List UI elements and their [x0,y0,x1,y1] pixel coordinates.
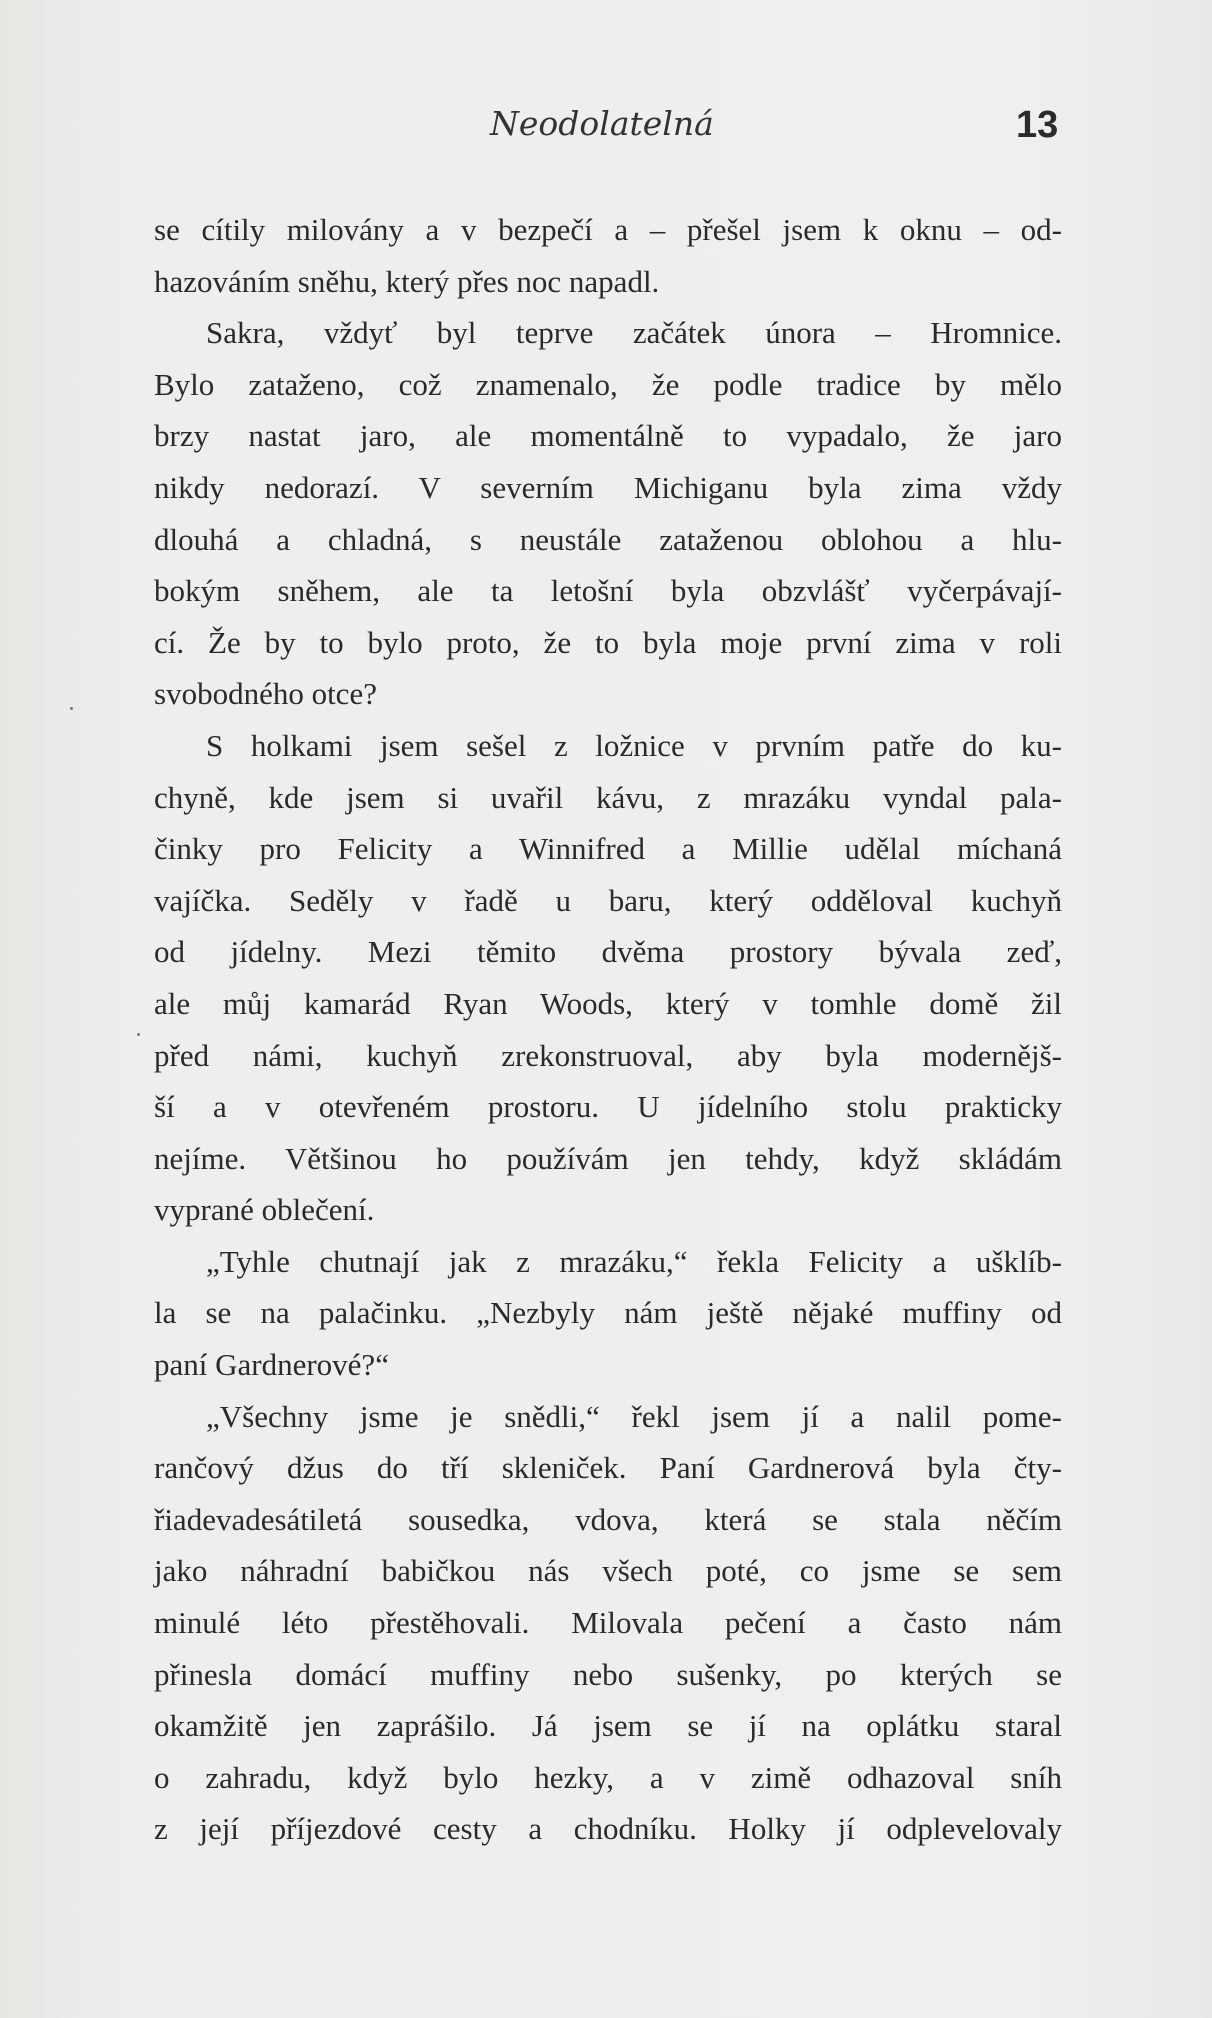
body-text [154,204,1062,1855]
text-line: chyně, kde jsem si uvařil kávu, z mrazáku vyndal pala- [154,779,1062,815]
text-line: Sakra, vždyť byl teprve začátek února – Hromnice. [206,315,1062,351]
text-line: okamžitě jen zaprášilo. Já jsem se jí na oplátku staral [154,1708,1062,1744]
text-line: ale můj kamarád Ryan Woods, který v tomhle domě žil [154,985,1062,1021]
text-line: dlouhá a chladná, s neustále zataženou oblohou a hlu- [154,521,1062,557]
text-line: činky pro Felicity a Winnifred a Millie udělal míchaná [154,831,1062,867]
text-line: před námi, kuchyň zrekonstruoval, aby byla modernějš- [154,1037,1062,1073]
text-line: la se na palačinku. „Nezbyly nám ještě nějaké muffiny od [154,1295,1062,1331]
text-line: vyprané oblečení. [154,1192,375,1228]
text-line: od jídelny. Mezi těmito dvěma prostory bývala zeď, [154,934,1062,970]
text-line: z její příjezdové cesty a chodníku. Holky jí odplevelovaly [154,1811,1062,1847]
text-line: svobodného otce? [154,676,377,712]
text-line: minulé léto přestěhovali. Milovala pečení a často nám [154,1605,1062,1641]
text-line: rančový džus do tří skleniček. Paní Gardnerová byla čty- [154,1450,1062,1486]
text-line: o zahradu, když bylo hezky, a v zimě odhazoval sníh [154,1759,1062,1795]
paper-speck [70,707,73,710]
paper-speck [137,1033,140,1036]
text-line: „Tyhle chutnají jak z mrazáku,“ řekla Felicity a ušklíb- [206,1243,1062,1279]
text-line: řiadevadesátiletá sousedka, vdova, která se stala něčím [154,1501,1062,1537]
text-line: jako náhradní babičkou nás všech poté, co jsme se sem [154,1553,1062,1589]
text-line: Bylo zataženo, což znamenalo, že podle tradice by mělo [154,366,1062,402]
text-line: nikdy nedorazí. V severním Michiganu byla zima vždy [154,469,1062,505]
text-line: bokým sněhem, ale ta letošní byla obzvlášť vyčerpávají- [154,573,1062,609]
running-title: Neodolatelná [490,104,714,143]
text-line: přinesla domácí muffiny nebo sušenky, po kterých se [154,1656,1062,1692]
text-line: cí. Že by to bylo proto, že to byla moje první zima v roli [154,624,1062,660]
text-line: S holkami jsem sešel z ložnice v prvním patře do ku- [206,727,1062,763]
text-line: brzy nastat jaro, ale momentálně to vypadalo, že jaro [154,418,1062,454]
text-line: nejíme. Většinou ho používám jen tehdy, když skládám [154,1140,1062,1176]
text-line: paní Gardnerové?“ [154,1347,389,1383]
page-number: 13 [1016,104,1059,146]
text-line: vajíčka. Seděly v řadě u baru, který odděloval kuchyň [154,882,1062,918]
text-line: se cítily milovány a v bezpečí a – přešel jsem k oknu – od- [154,212,1062,247]
text-line: ší a v otevřeném prostoru. U jídelního stolu prakticky [154,1089,1062,1125]
text-line: „Všechny jsme je snědli,“ řekl jsem jí a nalil pome- [206,1398,1062,1434]
text-line: hazováním sněhu, který přes noc napadl. [154,263,660,299]
